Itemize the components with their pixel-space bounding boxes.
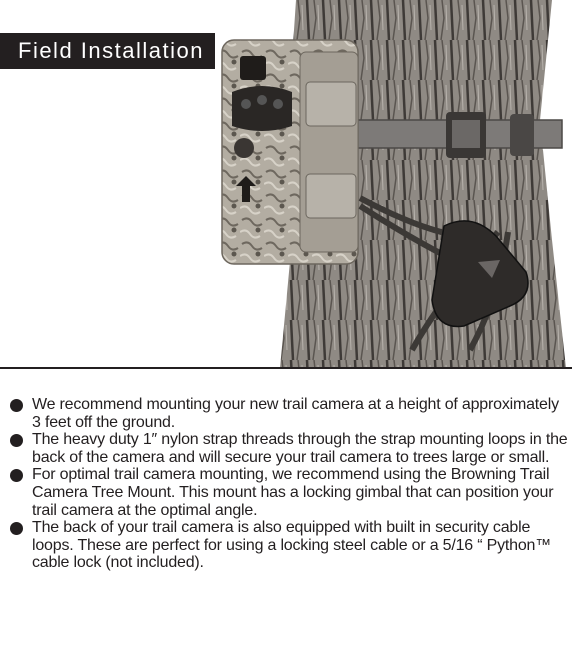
pir-sensor <box>234 138 254 158</box>
bullet-icon <box>10 522 23 535</box>
section-divider <box>0 367 572 369</box>
bullet-text: For optimal trail camera mounting, we recommend using the Browning Trail Camera Tree Mount. This mount has a locking gimbal that can position your trail camera at the optimal angle. <box>32 466 554 519</box>
list-item <box>10 396 568 431</box>
instructions-list <box>10 396 568 572</box>
bullet-icon <box>10 469 23 482</box>
bullet-text: The heavy duty 1″ nylon strap threads through the strap mounting loops in the back of the camera and will secure your trail camera to trees large or small. <box>32 431 568 466</box>
section-title-bar <box>0 33 215 69</box>
strap-loop-lower <box>306 174 356 218</box>
bullet-text: We recommend mounting your new trail camera at a height of approximately 3 feet off the ground. <box>32 396 559 431</box>
section-title: Field Installation <box>18 38 204 63</box>
strap-loop <box>510 114 534 156</box>
list-item <box>10 519 568 572</box>
list-item <box>10 431 568 466</box>
bullet-text: The back of your trail camera is also equipped with built in security cable loops. These are perfect for using a locking steel cable or a 5/16 “ Python™ cable lock (not included). <box>32 519 552 572</box>
strap-loop-upper <box>306 82 356 126</box>
camera-lens-window <box>240 56 266 80</box>
list-item <box>10 466 568 519</box>
bullet-icon <box>10 399 23 412</box>
bullet-icon <box>10 434 23 447</box>
ir-flash-array <box>232 86 292 131</box>
